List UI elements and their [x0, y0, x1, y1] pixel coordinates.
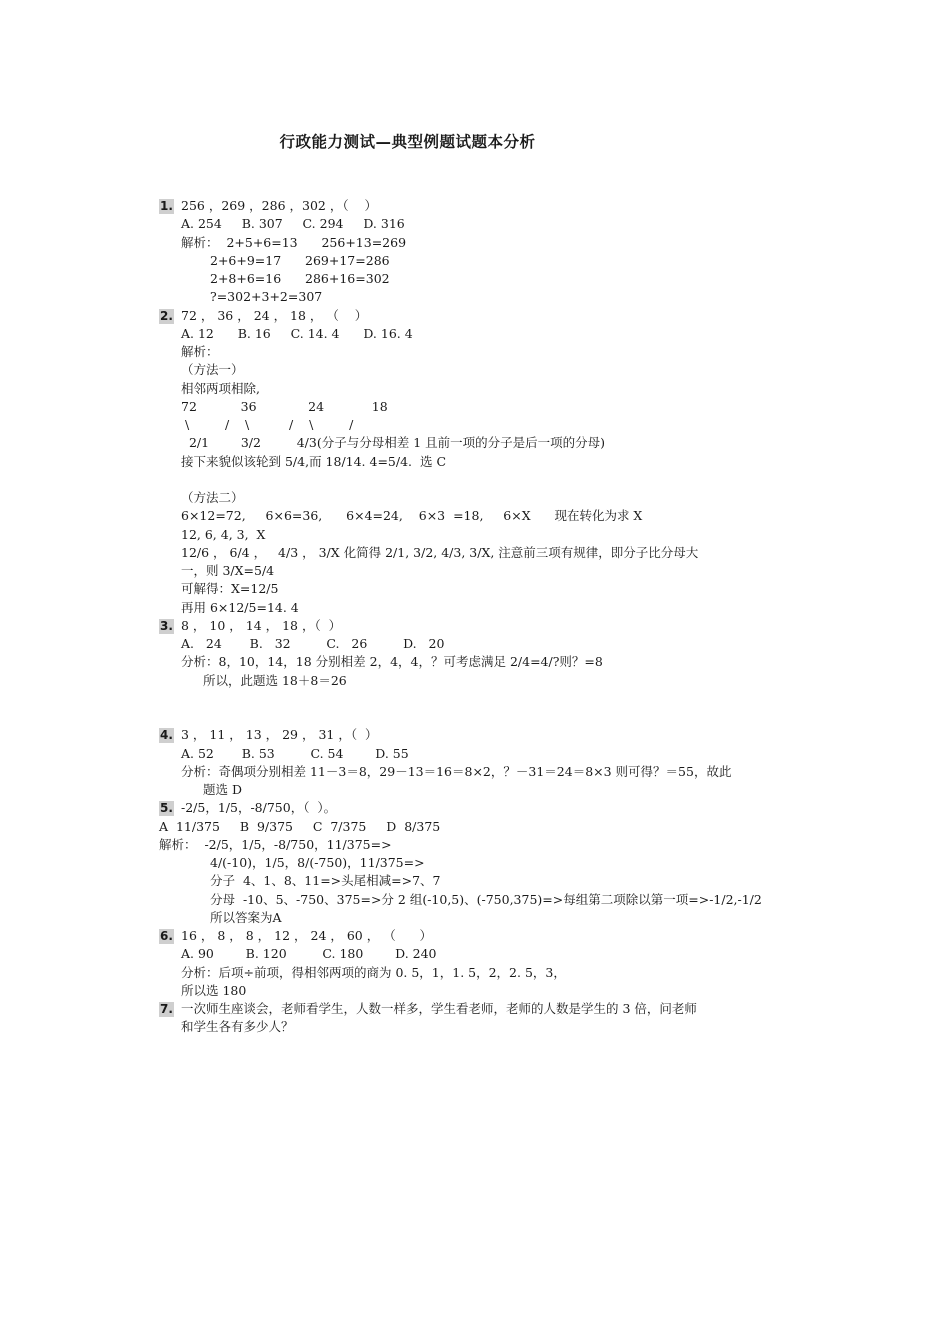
question-stem: 16 ， 8 ， 8 ， 12 ， 24 ， 60 ， （ ）	[181, 928, 433, 943]
question-4	[159, 726, 769, 744]
question-list	[159, 197, 769, 1037]
analysis-line: 一，则 3/X=5/4	[181, 563, 275, 578]
analysis-line: 12, 6, 4, 3, X	[181, 526, 266, 542]
question-2	[159, 307, 769, 325]
analysis-line: 题选 D	[203, 782, 242, 797]
question-number: 2.	[160, 308, 173, 323]
question-stem: 一次师生座谈会，老师看学生，人数一样多，学生看老师，老师的人数是学生的 3 倍，问老师	[181, 1001, 697, 1016]
question-options: A. 90 B. 120 C. 180 D. 240	[181, 946, 437, 962]
analysis-line: 2+6+9=17 269+17=286	[210, 252, 390, 268]
analysis-line: 解析： 2+5+6=13 256+13=269	[181, 234, 407, 250]
analysis-line: 所以答案为A	[210, 909, 282, 925]
question-number: 7.	[160, 1002, 173, 1016]
analysis-line: 2+8+6=16 286+16=302	[210, 271, 390, 286]
analysis-line: \ / \ / \ /	[181, 417, 354, 432]
analysis-line: 4/(-10)，1/5，8/(-750)，11/375=>	[210, 855, 425, 870]
analysis-line: 72 36 24 18	[181, 398, 388, 414]
analysis-line: 可解得：X=12/5	[181, 581, 279, 597]
question-stem: 8 ， 10 ， 14 ， 18 ，（ ）	[181, 617, 342, 633]
question-options: A. 52 B. 53 C. 54 D. 55	[181, 745, 409, 761]
analysis-line: 所以，此题选 18＋8＝26	[203, 672, 347, 688]
question-6	[159, 927, 769, 945]
question-stem: 72 ， 36 ， 24 ， 18 ， （ ）	[181, 307, 368, 323]
analysis-line: 分母 -10、5、-750、375=>分 2 组(-10,5)、(-750,375)=>每组第二项除以第一项=>-1/2,-1/2	[210, 891, 762, 907]
question-number: 5.	[160, 801, 173, 816]
question-stem: 3 ， 11 ， 13 ， 29 ， 31 ，（ ）	[181, 727, 378, 743]
analysis-line: 再用 6×12/5=14. 4	[181, 599, 299, 615]
question-number: 1.	[160, 199, 173, 213]
question-stem-continued: 和学生各有多少人？	[181, 1019, 294, 1035]
analysis-line: 6×12=72, 6×6=36, 6×4=24, 6×3 =18, 6×X 现在转化为求 X	[181, 508, 643, 524]
question-1	[159, 197, 769, 215]
analysis-line: （方法二）	[181, 490, 244, 505]
question-5	[159, 799, 769, 817]
question-3	[159, 617, 769, 635]
question-stem: -2/5，1/5，-8/750，（ ）。	[181, 800, 337, 816]
question-options: A. 254 B. 307 C. 294 D. 316	[181, 216, 405, 232]
analysis-line: 分子 4、1、8、11=>头尾相减=>7、7	[210, 873, 441, 889]
analysis-line: 解析：	[181, 344, 219, 359]
analysis-line: 相邻两项相除,	[181, 380, 260, 396]
question-stem: 256 ，269 ，286 ，302 ，（ ）	[181, 198, 377, 213]
analysis-line: 解析： -2/5，1/5，-8/750，11/375=>	[159, 836, 392, 852]
analysis-line: 分析：后项÷前项，得相邻两项的商为 0. 5，1，1. 5，2，2. 5，3，	[181, 964, 566, 980]
spacer	[159, 471, 769, 489]
analysis-line: 分析：奇偶项分别相差 11－3＝8，29－13＝16＝8×2，？－31＝24＝8×3 则可得？＝55，故此	[181, 763, 732, 779]
analysis-line: ?=302+3+2=307	[210, 289, 323, 305]
question-number: 6.	[160, 929, 173, 943]
question-options: A. 24 B. 32 C. 26 D. 20	[181, 636, 445, 651]
spacer	[159, 708, 769, 726]
question-options: A. 12 B. 16 C. 14. 4 D. 16. 4	[181, 325, 413, 341]
analysis-line: 分析：8，10，14，18 分别相差 2，4，4，？可考虑满足 2/4=4/?则？=8	[181, 654, 603, 670]
analysis-line: 所以选 180	[181, 982, 247, 998]
spacer	[159, 690, 769, 708]
question-7	[159, 1000, 769, 1018]
analysis-line: 2/1 3/2 4/3(分子与分母相差 1 且前一项的分子是后一项的分母)	[181, 435, 605, 451]
question-number: 3.	[160, 618, 173, 633]
analysis-line: 接下来貌似该轮到 5/4,而 18/14. 4=5/4. 选 C	[181, 453, 447, 469]
question-number: 4.	[160, 728, 173, 743]
analysis-line: （方法一）	[181, 362, 244, 378]
question-options: A 11/375 B 9/375 C 7/375 D 8/375	[159, 818, 441, 834]
page-title: 行政能力测试—典型例题试题本分析	[279, 133, 536, 151]
analysis-line: 12/6 ， 6/4 ， 4/3 ， 3/X 化简得 2/1, 3/2, 4/3, 3/X, 注意前三项有规律，即分子比分母大	[181, 544, 699, 560]
